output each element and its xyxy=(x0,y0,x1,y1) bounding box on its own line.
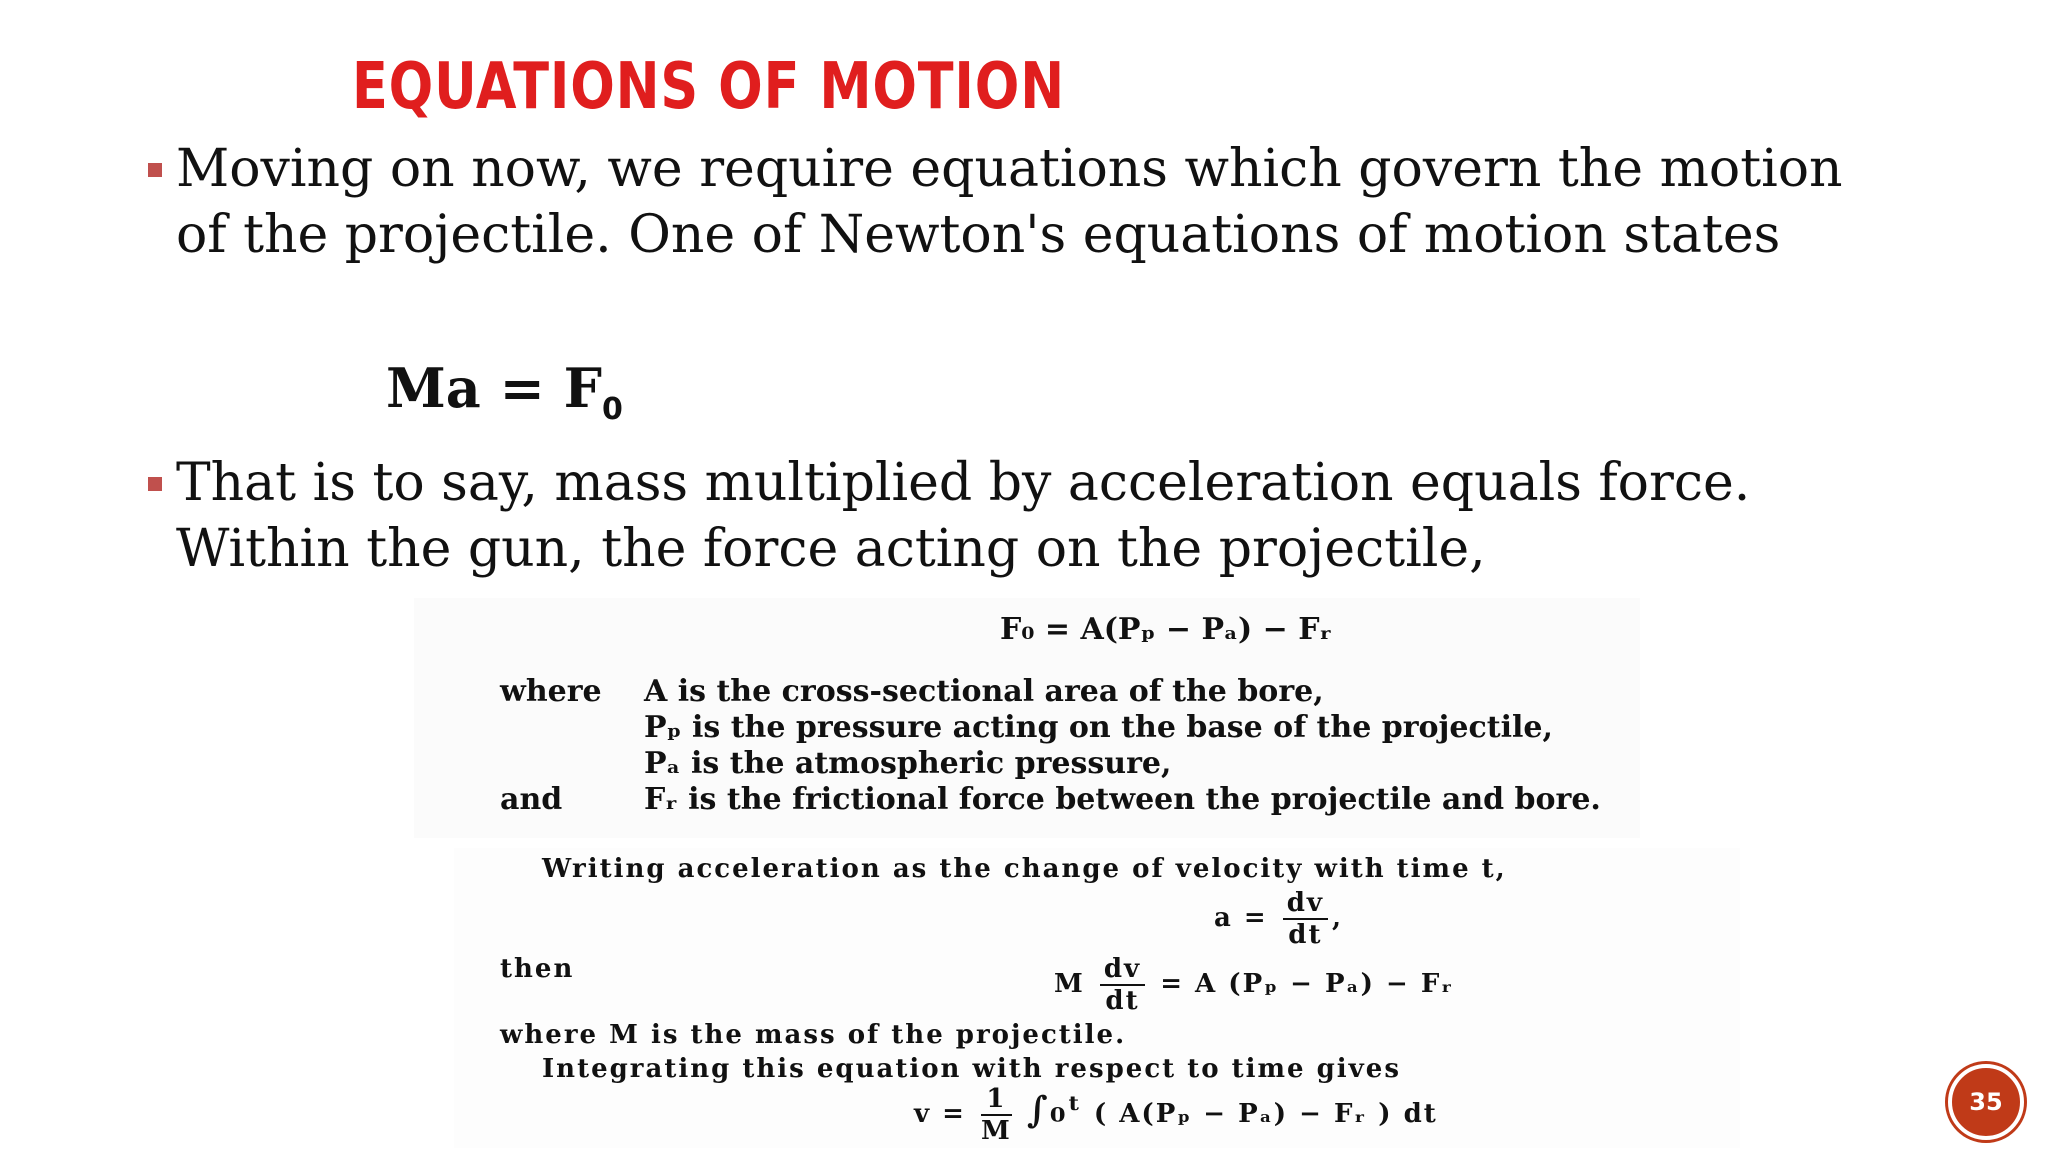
bullet-text: That is to say, mass multiplied by acceleration equals force. Within the gun, the force acting on the projectile, xyxy=(176,453,1751,579)
one-over-m-fraction xyxy=(981,1084,1012,1146)
integral-symbol: ∫₀ᵗ xyxy=(1026,1089,1083,1131)
force-equation: F₀ = A(Pₚ − Pₐ) − Fᵣ xyxy=(1000,612,1332,647)
and-label: and xyxy=(500,782,563,817)
textbook-excerpt-force xyxy=(414,598,1640,838)
a-equals: a = xyxy=(1214,903,1268,933)
mass-symbol: M xyxy=(1054,969,1085,999)
velocity-rhs: ( A(Pₚ − Pₐ) − Fᵣ ) dt xyxy=(1093,1099,1438,1129)
bullet-marker xyxy=(148,163,162,177)
definition-area: A is the cross-sectional area of the bore, xyxy=(644,674,1324,709)
then-label: then xyxy=(500,954,575,984)
bullet-item-2 xyxy=(148,450,1908,582)
numerator: dv xyxy=(1100,954,1145,986)
textbook-excerpt-velocity xyxy=(454,848,1740,1148)
numerator: 1 xyxy=(981,1084,1012,1116)
velocity-equation xyxy=(914,1084,1438,1146)
integration-intro: Integrating this equation with respect to time gives xyxy=(542,1054,1401,1084)
definition-atmospheric: Pₐ is the atmospheric pressure, xyxy=(644,746,1172,781)
v-equals: v = xyxy=(914,1099,966,1129)
mass-definition: where M is the mass of the projectile. xyxy=(500,1020,1127,1050)
definition-friction: Fᵣ is the frictional force between the projectile and bore. xyxy=(644,782,1601,817)
page-number-badge: 35 xyxy=(1948,1064,2024,1140)
newton-equation xyxy=(386,356,623,427)
denominator: dt xyxy=(1105,986,1140,1016)
bullet-marker xyxy=(148,477,162,491)
definition-pressure-base: Pₚ is the pressure acting on the base of the projectile, xyxy=(644,710,1553,745)
momentum-equation xyxy=(1054,954,1454,1016)
equation-subscript: 0 xyxy=(601,391,623,427)
denominator: dt xyxy=(1288,920,1323,950)
dv-dt-fraction xyxy=(1283,888,1328,950)
comma: , xyxy=(1332,903,1344,933)
where-label: where xyxy=(500,674,602,709)
bullet-text: Moving on now, we require equations which govern the motion of the projectile. One of Newton's equations of motion states xyxy=(176,139,1843,265)
equation-lhs: Ma = F xyxy=(386,356,602,420)
acceleration-equation xyxy=(1214,888,1343,950)
acceleration-intro: Writing acceleration as the change of velocity with time t, xyxy=(542,854,1507,884)
denominator: M xyxy=(981,1116,1012,1146)
slide-title: EQUATIONS OF MOTION xyxy=(352,50,1065,124)
dv-dt-fraction xyxy=(1100,954,1145,1016)
numerator: dv xyxy=(1283,888,1328,920)
bullet-item-1 xyxy=(148,136,1908,268)
momentum-rhs: = A (Pₚ − Pₐ) − Fᵣ xyxy=(1160,969,1455,999)
